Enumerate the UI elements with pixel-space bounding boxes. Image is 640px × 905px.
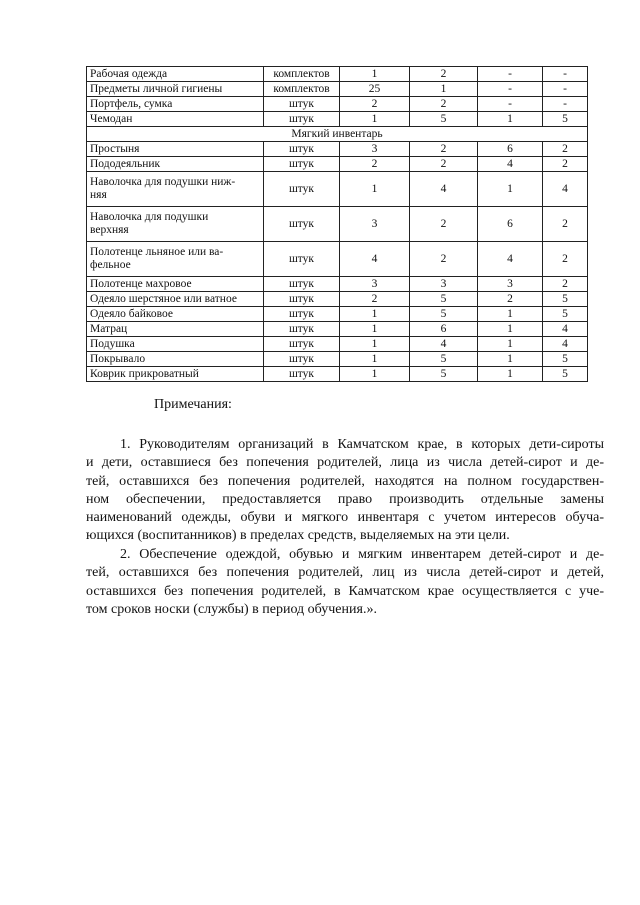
text-line: 2. Обеспечение одеждой, обувью и мягким инвентарем детей-сирот и де-: [120, 547, 604, 562]
table-row: [87, 322, 588, 337]
text-line: тей, оставшихся без попечения родителей, лиц из числа детей-сирот и детей,: [86, 565, 604, 581]
item-name: Подушка: [87, 337, 264, 352]
item-value: 1: [478, 352, 543, 367]
item-unit: штук: [264, 337, 340, 352]
item-value: 3: [340, 142, 410, 157]
item-value: 2: [340, 97, 410, 112]
item-value: 5: [543, 307, 588, 322]
item-value: -: [543, 82, 588, 97]
item-value: 3: [478, 277, 543, 292]
item-name: Покрывало: [87, 352, 264, 367]
item-unit: штук: [264, 157, 340, 172]
item-name-line: Наволочка для подушки: [90, 211, 209, 223]
table-row: [87, 292, 588, 307]
item-value: 1: [340, 337, 410, 352]
item-value: 1: [340, 352, 410, 367]
item-value: 2: [340, 292, 410, 307]
item-unit: штук: [264, 142, 340, 157]
table-row: [87, 67, 588, 82]
item-unit: штук: [264, 242, 340, 277]
item-value: 1: [478, 307, 543, 322]
item-unit: штук: [264, 352, 340, 367]
item-unit: штук: [264, 307, 340, 322]
item-value: 4: [340, 242, 410, 277]
item-value: 2: [410, 97, 478, 112]
item-unit: штук: [264, 172, 340, 207]
table-row: [87, 207, 588, 242]
item-value: 1: [340, 322, 410, 337]
item-value: 6: [410, 322, 478, 337]
item-value: 4: [543, 322, 588, 337]
item-name-line: Полотенце льняное или ва-: [90, 246, 224, 258]
table-row: [87, 307, 588, 322]
text-line: ющихся (воспитанников) в пределах средств, выделяемых на эти цели.: [86, 528, 510, 544]
item-value: 4: [410, 172, 478, 207]
item-value: 2: [340, 157, 410, 172]
note-paragraph-1: [86, 436, 604, 546]
item-name: Предметы личной гигиены: [87, 82, 264, 97]
item-value: 2: [543, 207, 588, 242]
item-unit: штук: [264, 292, 340, 307]
item-value: 6: [478, 142, 543, 157]
item-unit: штук: [264, 277, 340, 292]
item-name: [87, 242, 264, 277]
item-value: 1: [410, 82, 478, 97]
item-value: 1: [478, 322, 543, 337]
item-value: 2: [410, 242, 478, 277]
item-name: [87, 172, 264, 207]
table-row: [87, 157, 588, 172]
item-name-line: Наволочка для подушки ниж-: [90, 176, 236, 188]
text-line: тей, оставшихся без попечения родителей, находятся на полном государствен-: [86, 473, 604, 489]
item-name: Пододеяльник: [87, 157, 264, 172]
item-value: 2: [410, 157, 478, 172]
table-row: [87, 352, 588, 367]
table-row: [87, 142, 588, 157]
item-value: 2: [543, 277, 588, 292]
text-line: ном обеспечении, предоставляется право производить отдельные замены: [86, 491, 604, 507]
note-paragraph-2: [86, 546, 604, 619]
item-value: 1: [340, 367, 410, 382]
item-name: Портфель, сумка: [87, 97, 264, 112]
text-line: и дети, оставшиеся без попечения родителей, лица из числа детей-сирот и де-: [86, 455, 604, 471]
section-title: Мягкий инвентарь: [87, 127, 588, 142]
item-unit: комплектов: [264, 82, 340, 97]
item-name: Полотенце махровое: [87, 277, 264, 292]
item-value: 4: [543, 337, 588, 352]
item-value: -: [543, 97, 588, 112]
item-value: 5: [410, 112, 478, 127]
item-name: [87, 207, 264, 242]
item-value: 5: [543, 292, 588, 307]
table-row: [87, 277, 588, 292]
norms-table: [86, 66, 588, 382]
item-value: 2: [478, 292, 543, 307]
item-unit: штук: [264, 112, 340, 127]
item-value: 4: [478, 242, 543, 277]
table-row: [87, 82, 588, 97]
item-unit: штук: [264, 207, 340, 242]
item-unit: штук: [264, 97, 340, 112]
item-value: -: [478, 67, 543, 82]
item-value: 6: [478, 207, 543, 242]
item-value: 5: [410, 367, 478, 382]
item-name: Чемодан: [87, 112, 264, 127]
item-value: 5: [410, 292, 478, 307]
item-value: -: [543, 67, 588, 82]
item-value: 1: [340, 172, 410, 207]
table-row: [87, 97, 588, 112]
item-value: 1: [340, 307, 410, 322]
item-name-line: верхняя: [90, 224, 129, 236]
table-row: [87, 112, 588, 127]
item-value: 5: [543, 367, 588, 382]
item-value: 3: [410, 277, 478, 292]
item-value: 2: [410, 67, 478, 82]
item-value: 4: [410, 337, 478, 352]
text-line: наименований одежды, обуви и мягкого инвентаря с учетом интересов обуча-: [86, 510, 604, 526]
item-value: 2: [543, 242, 588, 277]
item-name: Одеяло байковое: [87, 307, 264, 322]
text-line: 1. Руководителям организаций в Камчатском крае, в которых дети-сироты: [120, 437, 604, 452]
item-value: 5: [410, 352, 478, 367]
item-value: 3: [340, 207, 410, 242]
table-row: [87, 367, 588, 382]
item-name-line: няя: [90, 189, 107, 201]
item-unit: штук: [264, 322, 340, 337]
item-value: 1: [340, 67, 410, 82]
table-row: [87, 337, 588, 352]
item-value: -: [478, 82, 543, 97]
item-value: -: [478, 97, 543, 112]
text-line: оставшихся без попечения родителей, в Камчатском крае осуществляется с уче-: [86, 583, 604, 599]
item-value: 1: [478, 172, 543, 207]
item-unit: штук: [264, 367, 340, 382]
item-value: 4: [543, 172, 588, 207]
table-row: [87, 242, 588, 277]
item-value: 25: [340, 82, 410, 97]
item-value: 1: [478, 337, 543, 352]
item-value: 5: [410, 307, 478, 322]
item-value: 4: [478, 157, 543, 172]
text-line: том сроков носки (службы) в период обучения.».: [86, 601, 377, 617]
item-value: 3: [340, 277, 410, 292]
item-value: 1: [340, 112, 410, 127]
item-name: Матрац: [87, 322, 264, 337]
item-name-line: фельное: [90, 259, 131, 271]
item-value: 2: [410, 207, 478, 242]
item-value: 2: [543, 157, 588, 172]
item-name: Одеяло шерстяное или ватное: [87, 292, 264, 307]
item-name: Рабочая одежда: [87, 67, 264, 82]
item-value: 2: [410, 142, 478, 157]
item-value: 5: [543, 112, 588, 127]
item-value: 5: [543, 352, 588, 367]
item-value: 2: [543, 142, 588, 157]
item-name: Коврик прикроватный: [87, 367, 264, 382]
table-row: [87, 172, 588, 207]
item-value: 1: [478, 367, 543, 382]
notes-title: Примечания:: [154, 397, 232, 412]
item-value: 1: [478, 112, 543, 127]
item-unit: комплектов: [264, 67, 340, 82]
item-name: Простыня: [87, 142, 264, 157]
section-row: [87, 127, 588, 142]
